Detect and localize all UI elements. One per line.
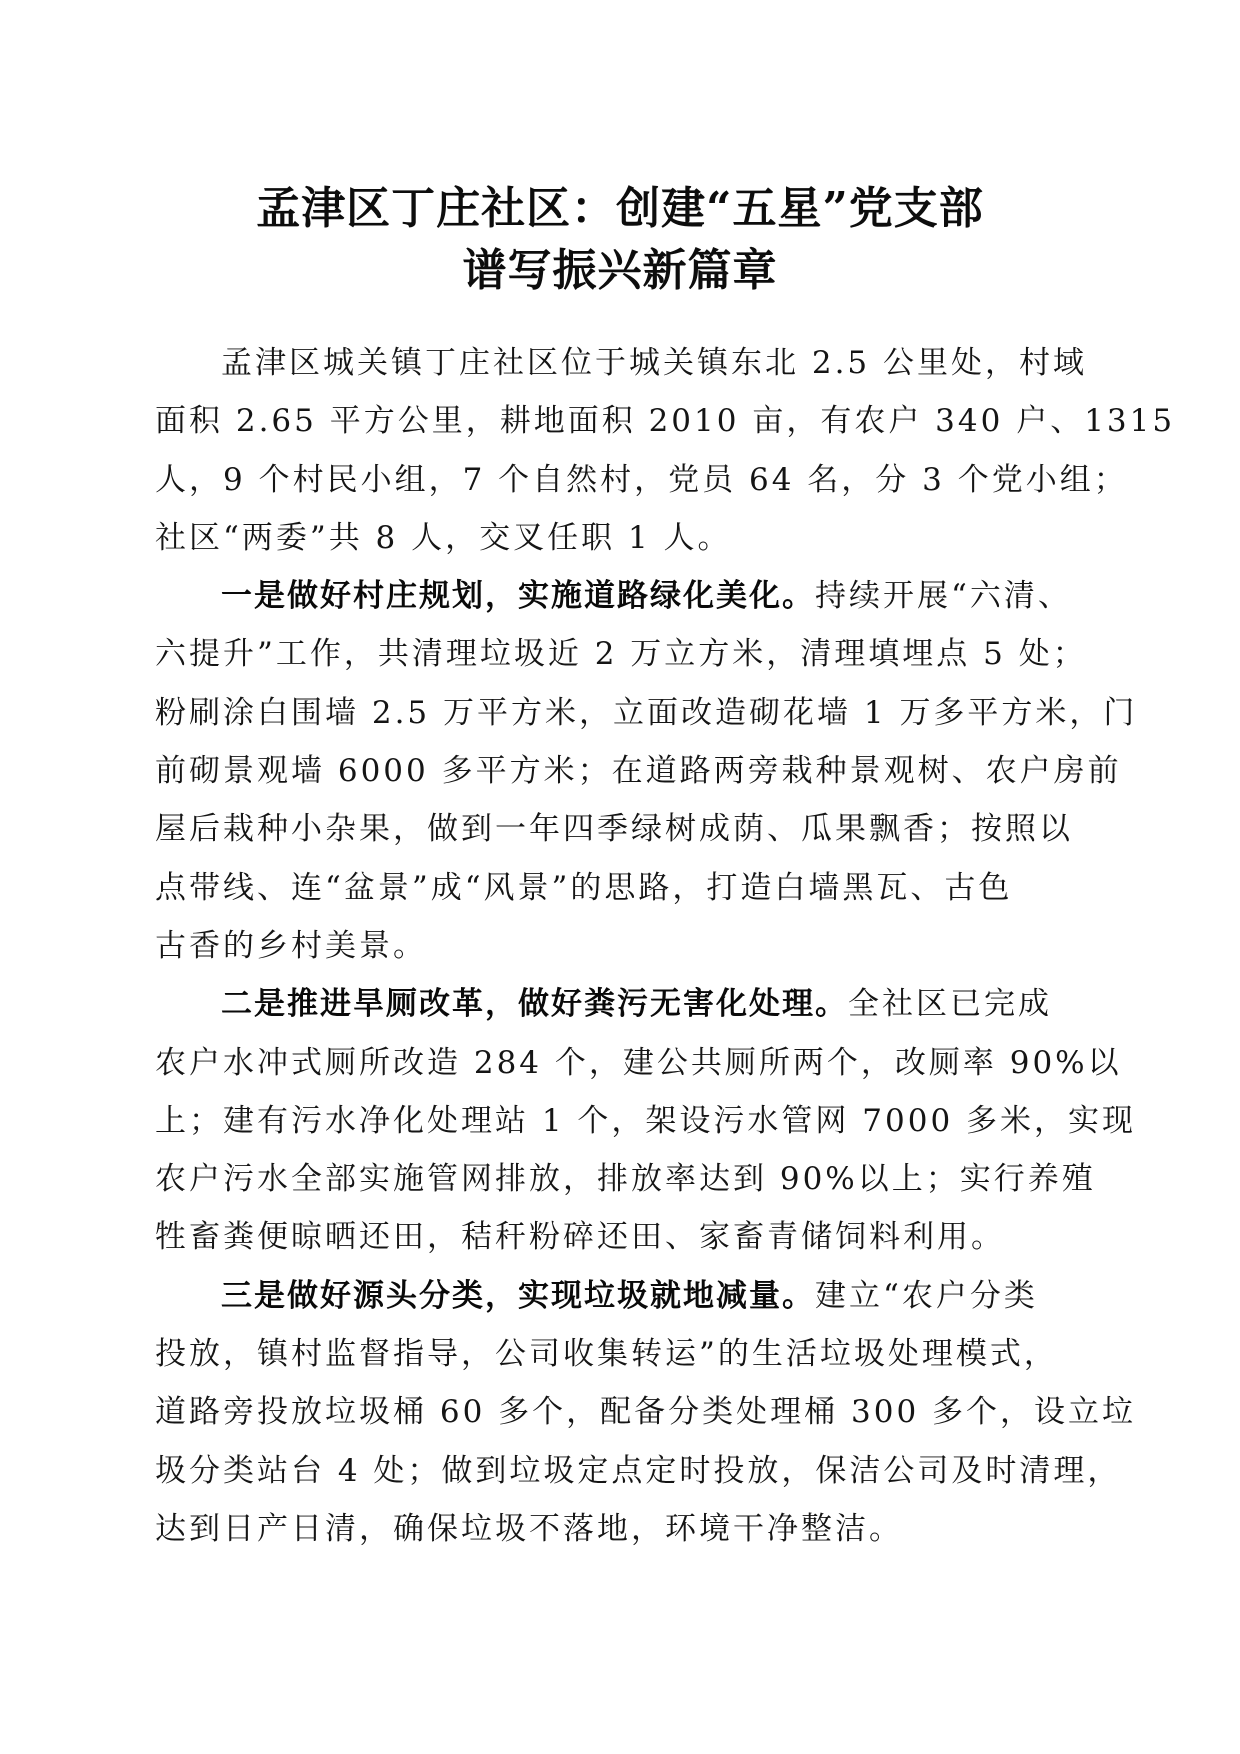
section-3-first-text: 建立“农户分类 — [815, 1277, 1038, 1314]
title-line-2: 谱写振兴新篇章 — [462, 245, 778, 296]
paragraph-line: 上；建有污水净化处理站 1 个，架设污水管网 7000 多米，实现 — [155, 1102, 1137, 1139]
paragraph-line: 农户污水全部实施管网排放，排放率达到 90%以上；实行养殖 — [155, 1161, 1096, 1198]
article-body — [155, 334, 1176, 1558]
paragraph-line: 粉刷涂白围墙 2.5 万平方米，立面改造砌花墙 1 万多平方米，门 — [155, 694, 1138, 731]
paragraph-line: 六提升”工作，共清理垃圾近 2 万立方米，清理填埋点 5 处； — [155, 636, 1087, 673]
section-1-paragraph — [155, 567, 1138, 975]
paragraph-line: 前砌景观墙 6000 多平方米；在道路两旁栽种景观树、农户房前 — [155, 753, 1122, 790]
paragraph-line: 牲畜粪便晾晒还田，秸秆粉碎还田、家畜青储饲料利用。 — [155, 1219, 1005, 1256]
intro-paragraph — [155, 334, 1176, 567]
section-2-heading: 二是推进旱厕改革，做好粪污无害化处理。 — [221, 986, 848, 1023]
paragraph-line — [155, 567, 1085, 625]
paragraph-line: 圾分类站台 4 处；做到垃圾定点定时投放，保洁公司及时清理， — [155, 1452, 1122, 1489]
paragraph-line: 点带线、连“盆景”成“风景”的思路，打造白墙黑瓦、古色 — [155, 869, 1013, 906]
paragraph-line: 农户水冲式厕所改造 284 个，建公共厕所两个，改厕率 90%以 — [155, 1044, 1122, 1081]
paragraph-line — [155, 975, 1085, 1033]
paragraph-line: 道路旁投放垃圾桶 60 多个，配备分类处理桶 300 多个，设立垃 — [155, 1394, 1137, 1431]
paragraph-line: 孟津区城关镇丁庄社区位于城关镇东北 2.5 公里处，村域 — [221, 345, 1088, 381]
section-2-paragraph — [155, 975, 1137, 1266]
article-title — [150, 178, 1090, 302]
section-3-paragraph — [155, 1267, 1137, 1558]
paragraph-line: 屋后栽种小杂果，做到一年四季绿树成荫、瓜果飘香；按照以 — [155, 811, 1073, 848]
paragraph-line: 投放，镇村监督指导，公司收集转运”的生活垃圾处理模式， — [155, 1336, 1058, 1373]
paragraph-line — [155, 1267, 1085, 1325]
section-1-first-text: 持续开展“六清、 — [815, 578, 1072, 615]
paragraph-line: 古香的乡村美景。 — [155, 927, 427, 964]
paragraph-line: 达到日产日清，确保垃圾不落地，环境干净整洁。 — [155, 1510, 903, 1547]
section-2-first-text: 全社区已完成 — [848, 986, 1052, 1023]
paragraph-line: 面积 2.65 平方公里，耕地面积 2010 亩，有农户 340 户、1315 — [155, 403, 1176, 440]
paragraph-line: 社区“两委”共 8 人，交叉任职 1 人。 — [155, 519, 732, 556]
title-line-1: 孟津区丁庄社区：创建“五星”党支部 — [256, 183, 984, 234]
section-1-heading: 一是做好村庄规划，实施道路绿化美化。 — [221, 578, 815, 615]
section-3-heading: 三是做好源头分类，实现垃圾就地减量。 — [221, 1277, 815, 1314]
paragraph-line: 人，9 个村民小组，7 个自然村，党员 64 名，分 3 个党小组； — [155, 461, 1128, 498]
